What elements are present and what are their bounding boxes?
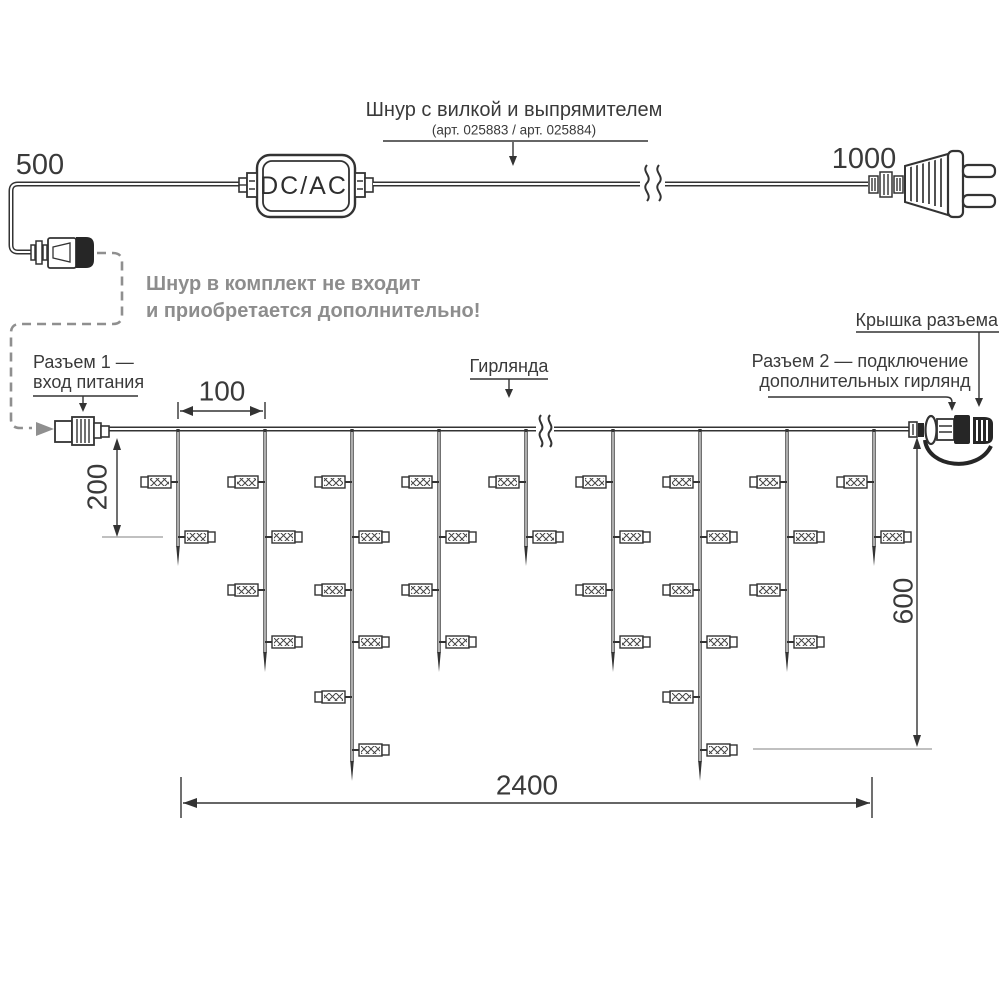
icicle-lamp-icon bbox=[439, 636, 476, 648]
garland-drop bbox=[489, 429, 563, 566]
dashed-connection-path bbox=[11, 253, 122, 428]
icicle-lamp-icon bbox=[787, 636, 824, 648]
drop-needle-tip bbox=[524, 546, 528, 566]
dim-2400: 2400 bbox=[495, 769, 559, 801]
icicle-lamp-icon bbox=[402, 584, 439, 596]
cord-sku: (арт. 025883 / арт. 025884) bbox=[431, 122, 597, 138]
icicle-lamp-icon bbox=[315, 584, 352, 596]
icicle-lamp-icon bbox=[228, 476, 265, 488]
connector1-icon bbox=[55, 417, 109, 445]
arrow-down-icon bbox=[975, 398, 983, 407]
garland-break-icon bbox=[536, 413, 554, 447]
drop-needle-tip bbox=[350, 761, 354, 781]
drop-needle-tip bbox=[698, 761, 702, 781]
cord-break-icon bbox=[640, 160, 665, 208]
icicle-lamp-icon bbox=[750, 584, 787, 596]
icicle-lamp-icon bbox=[663, 584, 700, 596]
adapter-nub-left-icon bbox=[239, 173, 257, 197]
icicle-lamp-icon bbox=[402, 476, 439, 488]
connector1-label-line2: вход питания bbox=[33, 372, 145, 392]
connector-cap-icon bbox=[973, 417, 993, 444]
icicle-lamp-icon bbox=[489, 476, 526, 488]
drop-needle-tip bbox=[263, 652, 267, 672]
icicle-lamp-icon bbox=[352, 744, 389, 756]
plug-prong-top bbox=[963, 165, 995, 177]
garland-drop bbox=[315, 429, 389, 781]
garland-drop bbox=[228, 429, 302, 672]
garland-drop bbox=[663, 429, 737, 781]
gray-arrow-right-icon bbox=[36, 422, 54, 436]
dim-600: 600 bbox=[887, 577, 919, 625]
dimension-100 bbox=[178, 376, 265, 420]
dc-connector-icon bbox=[31, 237, 94, 268]
arrow-down-icon bbox=[509, 156, 517, 166]
garland-drop bbox=[141, 429, 215, 566]
icicle-lamp-icon bbox=[613, 636, 650, 648]
icicle-lamp-icon bbox=[663, 691, 700, 703]
icicle-lamp-icon bbox=[265, 636, 302, 648]
dim-100: 100 bbox=[198, 375, 246, 407]
icicle-lamp-icon bbox=[700, 636, 737, 648]
adapter-nub-right-icon bbox=[355, 173, 373, 197]
arrow-down-icon bbox=[948, 402, 956, 411]
dim-500: 500 bbox=[15, 149, 65, 181]
icicle-lamp-icon bbox=[837, 476, 874, 488]
cord-left-inner bbox=[11, 184, 240, 252]
garland-drop bbox=[402, 429, 476, 672]
garland-drop bbox=[750, 429, 824, 672]
icicle-lamp-icon bbox=[874, 531, 911, 543]
icicle-lamp-icon bbox=[141, 476, 178, 488]
icicle-lamp-icon bbox=[526, 531, 563, 543]
connector1-label-line1: Разъем 1 — bbox=[33, 352, 134, 372]
connector2-label-line2: дополнительных гирлянд bbox=[759, 371, 971, 391]
cord-left bbox=[11, 184, 240, 252]
icicle-lamp-icon bbox=[315, 691, 352, 703]
connector2-label-line1: Разъем 2 — подключение bbox=[751, 351, 969, 371]
icicle-lamp-icon bbox=[663, 476, 700, 488]
connector2-icon bbox=[909, 415, 993, 464]
labels bbox=[33, 310, 999, 412]
icicle-lamp-icon bbox=[265, 531, 302, 543]
note-line1: Шнур в комплект не входит bbox=[146, 273, 421, 295]
dimension-2400 bbox=[181, 770, 872, 819]
adapter-label: DC/AC bbox=[260, 172, 348, 200]
icicle-lamp-icon bbox=[228, 584, 265, 596]
cap-label: Крышка разъема bbox=[855, 310, 998, 330]
dim-1000: 1000 bbox=[831, 143, 897, 175]
garland-drop bbox=[576, 429, 650, 672]
icicle-lamp-icon bbox=[315, 476, 352, 488]
drop-needle-tip bbox=[437, 652, 441, 672]
icicle-lamp-icon bbox=[439, 531, 476, 543]
arrow-down-icon bbox=[79, 403, 87, 412]
plug-prong-bottom bbox=[963, 195, 995, 207]
icicle-lamp-icon bbox=[700, 744, 737, 756]
icicle-lamp-icon bbox=[613, 531, 650, 543]
icicle-lamp-icon bbox=[576, 476, 613, 488]
icicle-lamp-icon bbox=[352, 636, 389, 648]
garland-drop bbox=[837, 429, 911, 566]
drop-needle-tip bbox=[785, 652, 789, 672]
dcac-adapter-box bbox=[239, 155, 373, 217]
dim-200: 200 bbox=[81, 463, 113, 511]
icicle-lamp-icon bbox=[352, 531, 389, 543]
not-included-note bbox=[11, 253, 480, 436]
drop-needle-tip bbox=[872, 546, 876, 566]
garland-drops bbox=[141, 429, 911, 781]
icicle-lamp-icon bbox=[787, 531, 824, 543]
icicle-lamp-icon bbox=[750, 476, 787, 488]
garland bbox=[55, 413, 993, 781]
power-cord-section bbox=[11, 99, 995, 268]
note-line2: и приобретается дополнительно! bbox=[146, 300, 481, 322]
drop-needle-tip bbox=[176, 546, 180, 566]
icicle-lamp-icon bbox=[700, 531, 737, 543]
garland-label: Гирлянда bbox=[469, 356, 549, 376]
drop-needle-tip bbox=[611, 652, 615, 672]
icicle-lamp-icon bbox=[576, 584, 613, 596]
icicle-lamp-icon bbox=[178, 531, 215, 543]
cord-title: Шнур с вилкой и выпрямителем bbox=[365, 99, 663, 121]
arrow-down-icon bbox=[505, 389, 513, 398]
